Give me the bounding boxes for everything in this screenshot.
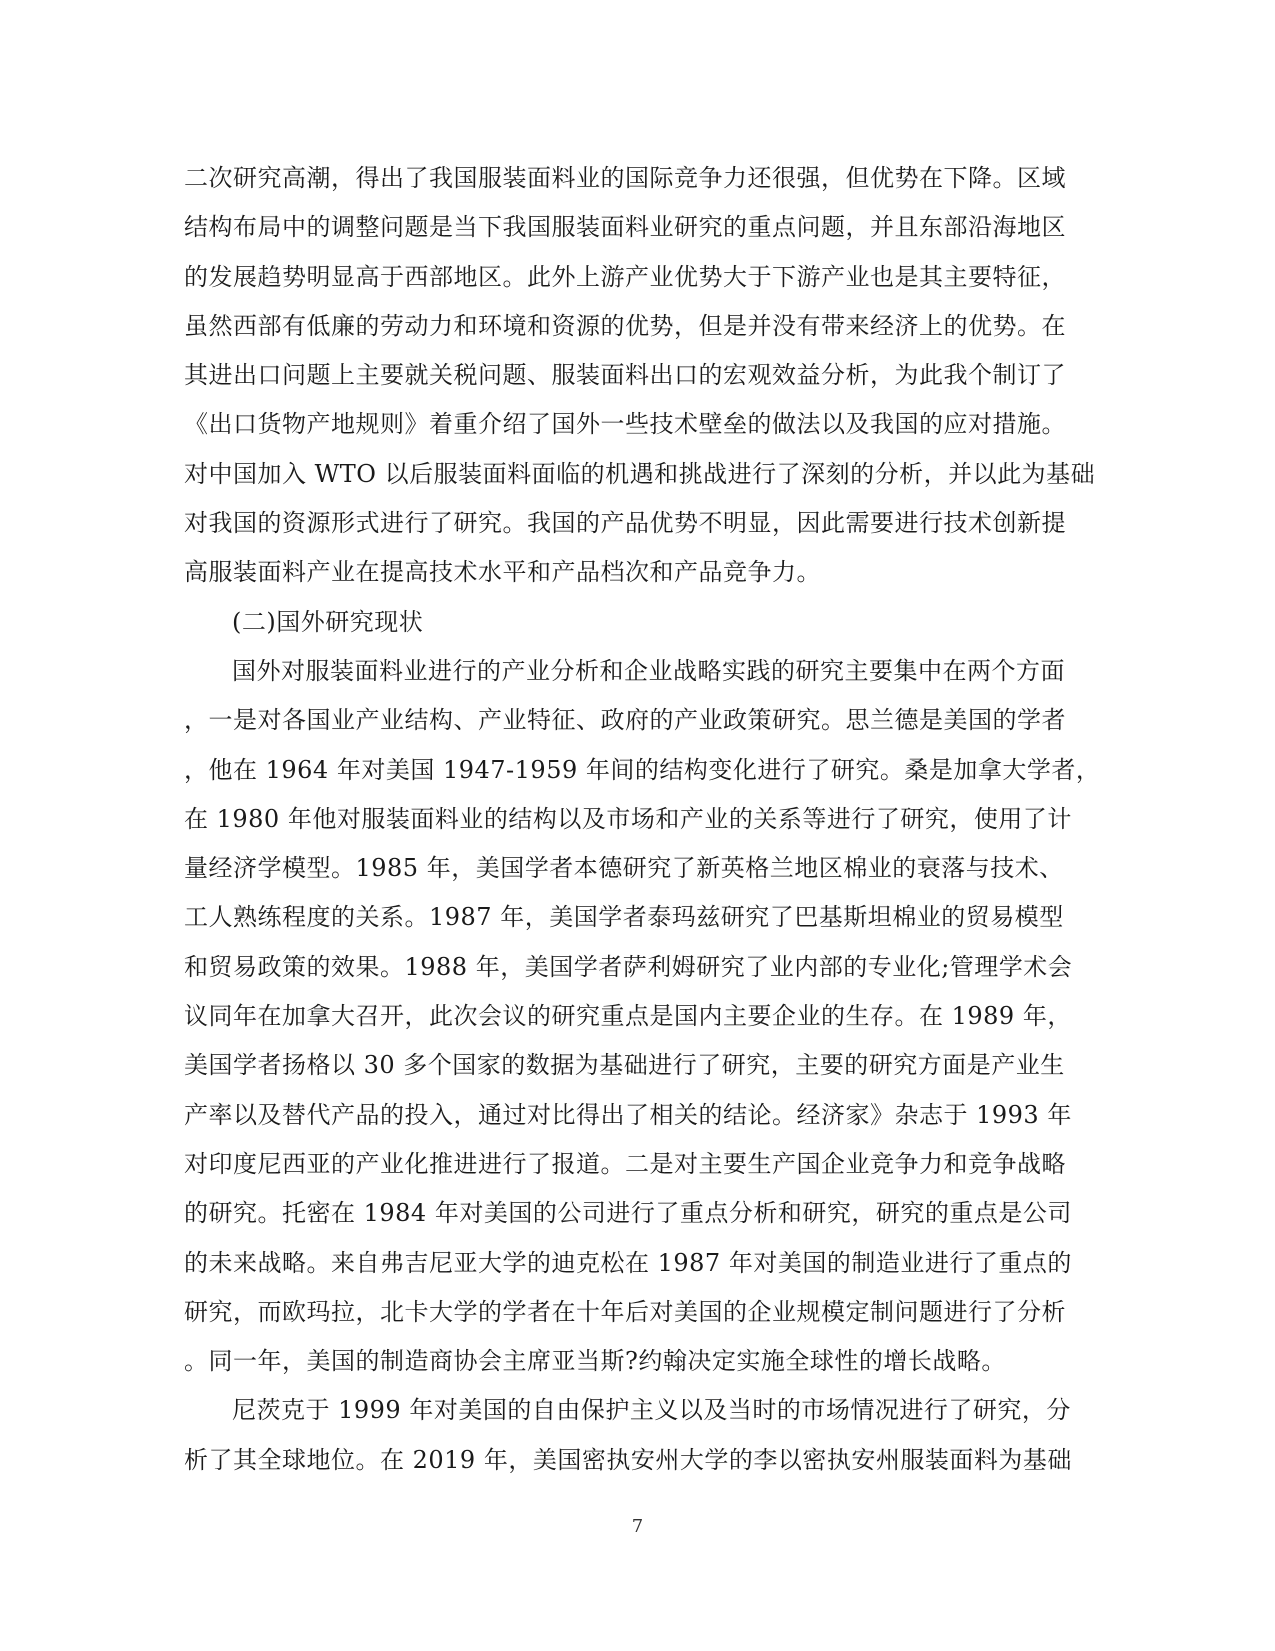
- text-line: 在 1980 年他对服装面料业的结构以及市场和产业的关系等进行了研究，使用了计: [184, 804, 1072, 833]
- text-line: 二次研究高潮，得出了我国服装面料业的国际竞争力还很强，但优势在下降。区域: [184, 164, 1066, 192]
- text-line: 的发展趋势明显高于西部地区。此外上游产业优势大于下游产业也是其主要特征，: [184, 262, 1066, 291]
- text-line: 结构布局中的调整问题是当下我国服装面料业研究的重点问题，并且东部沿海地区: [184, 213, 1066, 242]
- text-line: 的未来战略。来自弗吉尼亚大学的迪克松在 1987 年对美国的制造业进行了重点的: [184, 1248, 1072, 1277]
- text-line: 美国学者扬格以 30 多个国家的数据为基础进行了研究，主要的研究方面是产业生: [184, 1051, 1065, 1080]
- body-text: [184, 154, 1101, 1485]
- text-line: 议同年在加拿大召开，此次会议的研究重点是国内主要企业的生存。在 1989 年，: [184, 1002, 1072, 1031]
- text-line: 对印度尼西亚的产业化推进进行了报道。二是对主要生产国企业竞争力和竞争战略: [184, 1149, 1066, 1178]
- text-line: ，一是对各国业产业结构、产业特征、政府的产业政策研究。思兰德是美国的学者: [184, 706, 1066, 735]
- section-heading: (二)国外研究现状: [232, 607, 424, 636]
- text-line: 。同一年，美国的制造商协会主席亚当斯?约翰决定实施全球性的增长战略。: [184, 1347, 1006, 1376]
- text-line: 研究，而欧玛拉，北卡大学的学者在十年后对美国的企业规模定制问题进行了分析: [184, 1297, 1066, 1326]
- text-line: 高服装面料产业在提高技术水平和产品档次和产品竞争力。: [184, 558, 821, 587]
- text-line: 析了其全球地位。在 2019 年，美国密执安州大学的李以密执安州服装面料为基础: [184, 1445, 1072, 1474]
- text-line: 产率以及替代产品的投入，通过对比得出了相关的结论。经济家》杂志于 1993 年: [184, 1100, 1072, 1129]
- text-line: 虽然西部有低廉的劳动力和环境和资源的优势，但是并没有带来经济上的优势。在: [184, 311, 1066, 340]
- text-line: 对中国加入 WTO 以后服装面料面临的机遇和挑战进行了深刻的分析，并以此为基础: [184, 459, 1096, 488]
- text-line: ，他在 1964 年对美国 1947-1959 年间的结构变化进行了研究。桑是加拿大学者，: [184, 755, 1101, 784]
- text-line: 量经济学模型。1985 年，美国学者本德研究了新英格兰地区棉业的衰落与技术、: [184, 854, 1064, 883]
- text-line: 《出口货物产地规则》着重介绍了国外一些技术壁垒的做法以及我国的应对措施。: [184, 410, 1066, 439]
- text-line: 的研究。托密在 1984 年对美国的公司进行了重点分析和研究，研究的重点是公司: [184, 1199, 1072, 1228]
- text-line: 工人熟练程度的关系。1987 年，美国学者泰玛兹研究了巴基斯坦棉业的贸易模型: [184, 903, 1064, 932]
- paragraph-start-line: 国外对服装面料业进行的产业分析和企业战略实践的研究主要集中在两个方面: [232, 656, 1065, 685]
- page-number: 7: [631, 1516, 644, 1537]
- text-line: 对我国的资源形式进行了研究。我国的产品优势不明显，因此需要进行技术创新提: [184, 509, 1066, 538]
- text-line: 其进出口问题上主要就关税问题、服装面料出口的宏观效益分析，为此我个制订了: [184, 361, 1066, 390]
- text-line: 和贸易政策的效果。1988 年，美国学者萨利姆研究了业内部的专业化;管理学术会: [184, 952, 1073, 981]
- paragraph-start-line: 尼茨克于 1999 年对美国的自由保护主义以及当时的市场情况进行了研究，分: [232, 1396, 1071, 1425]
